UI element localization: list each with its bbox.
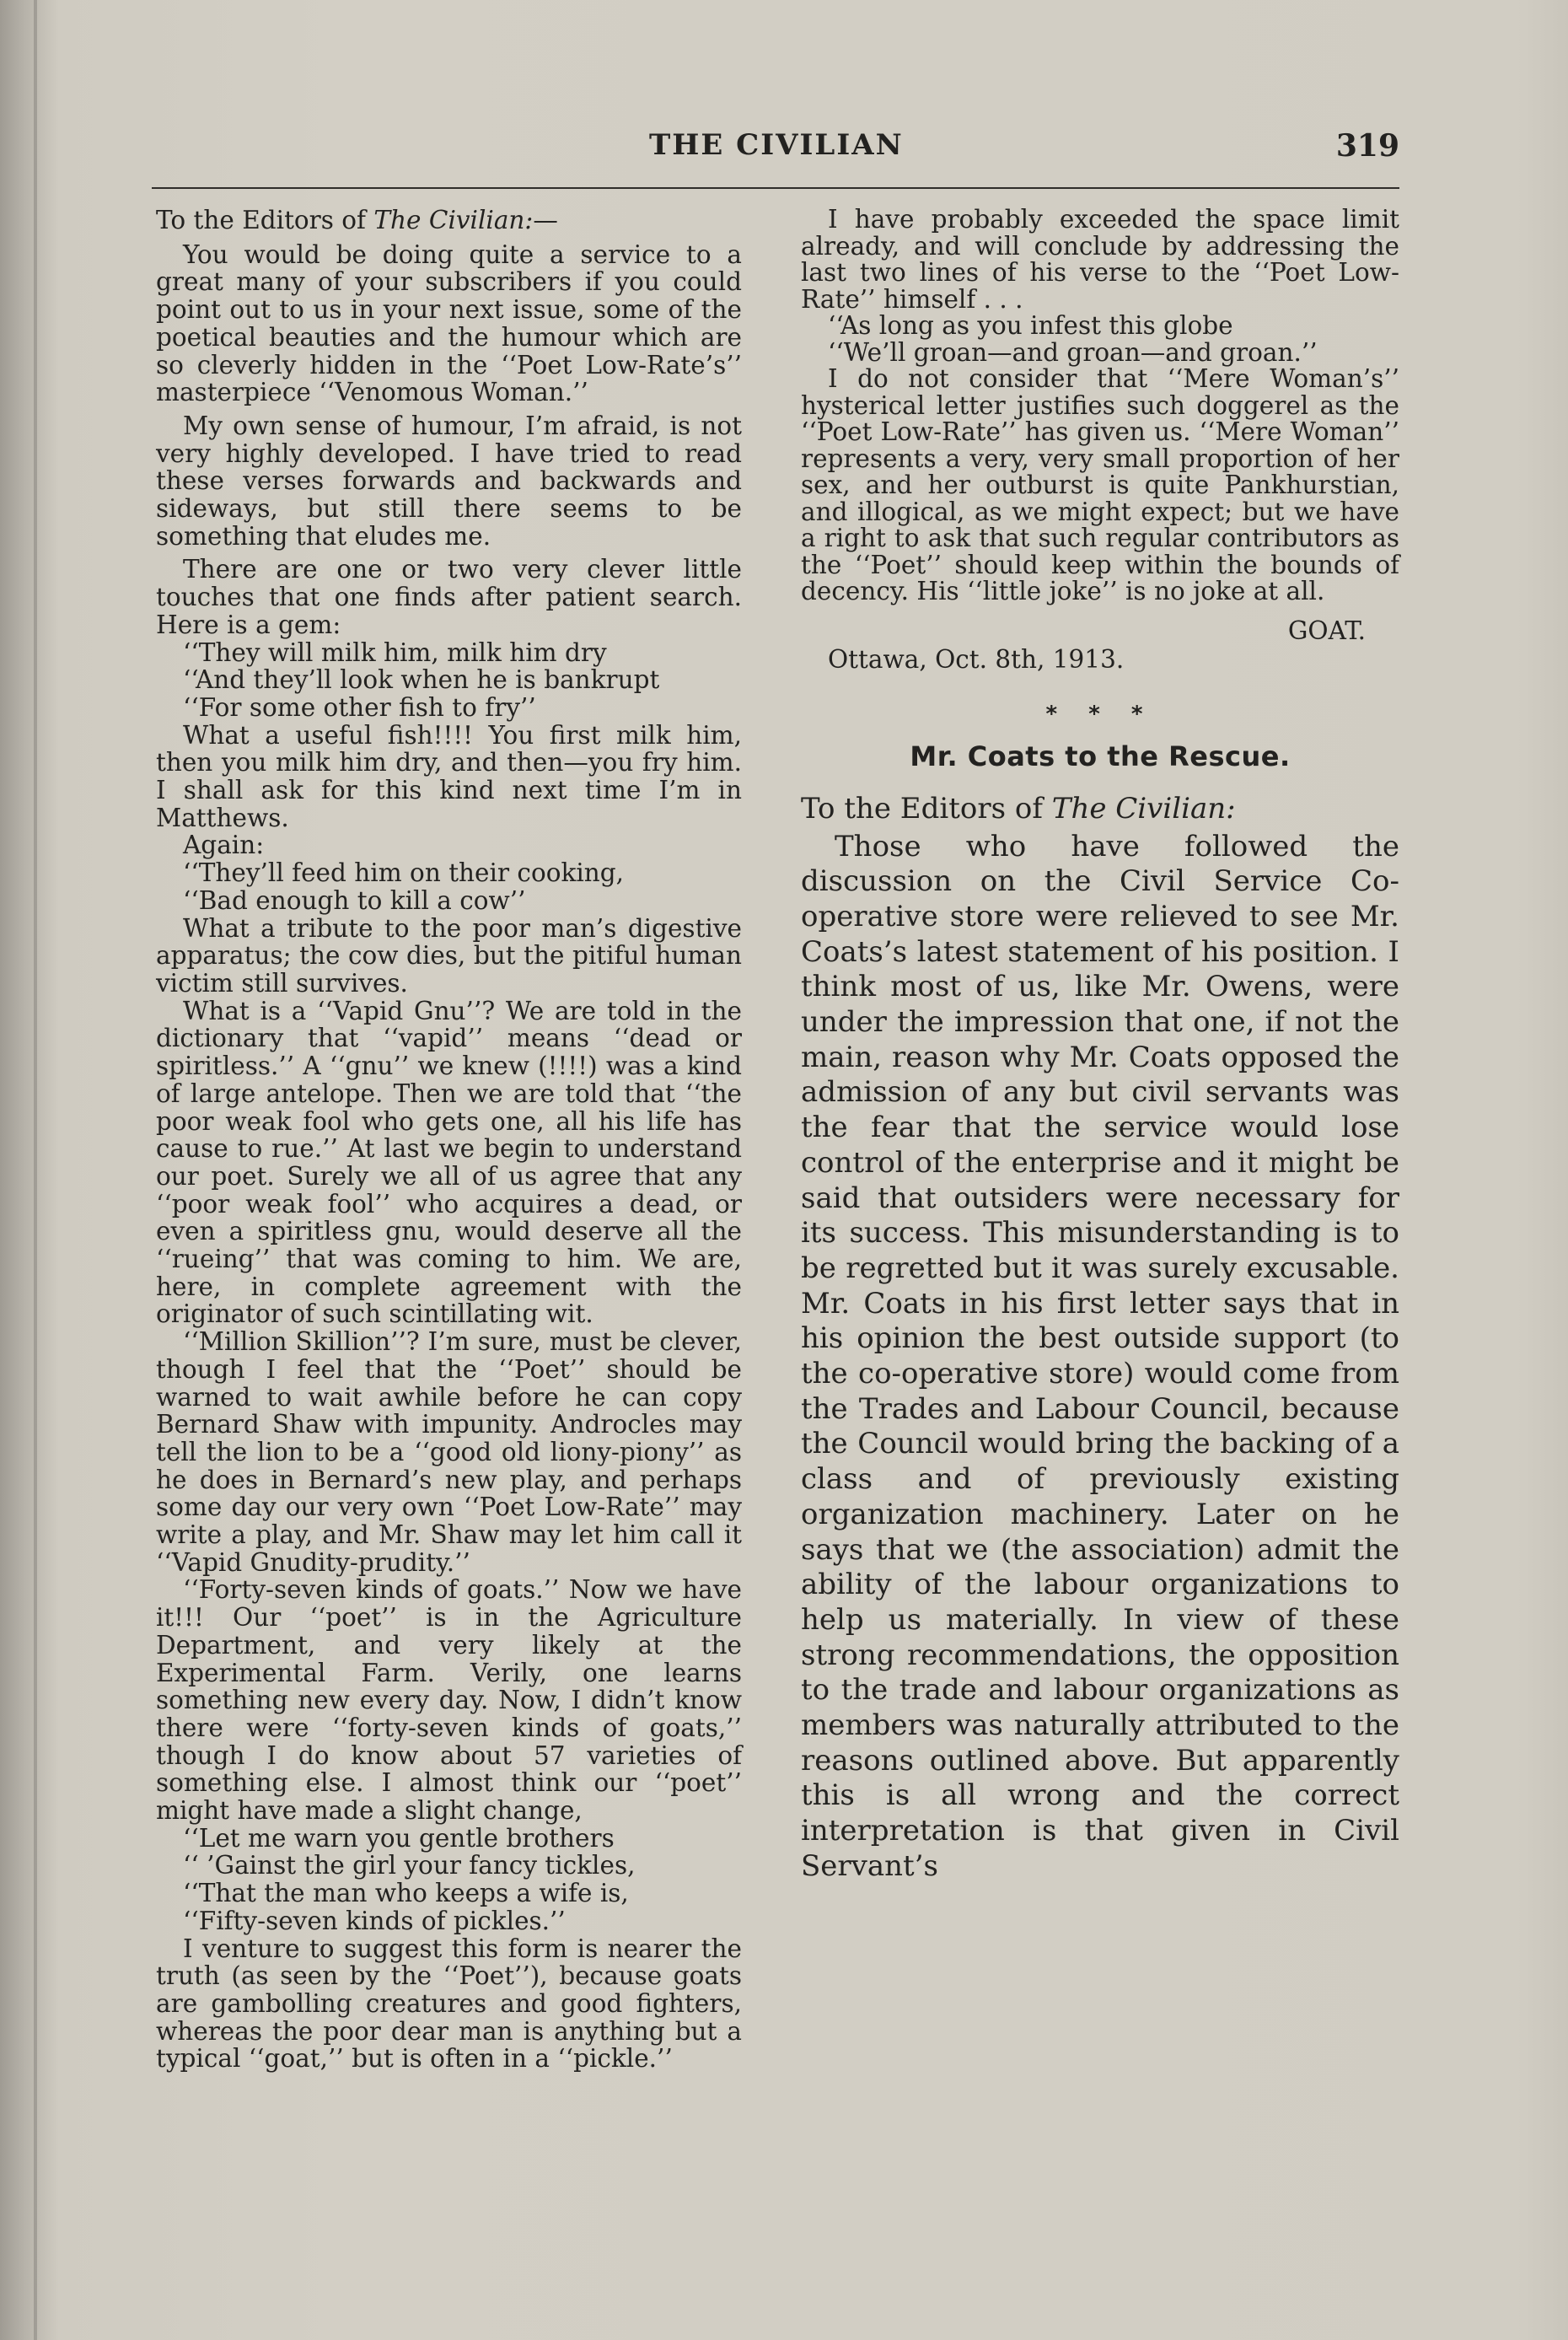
- letter-one-paragraph-4: What a useful fish!!!! You first milk him, then you milk him dry, and then—you fry him. I shall ask for this kind next time I’m in Matthews.: [156, 720, 742, 832]
- left-column: [156, 207, 742, 2073]
- verse-line: ‘‘We’ll groan—and groan—and groan.’’: [828, 337, 1318, 367]
- letter-one-paragraph-2: My own sense of humour, I’m afraid, is not very highly developed. I have tried to read these verses forwards and backwards and sideways, but still there seems to be something that eludes me.: [156, 411, 742, 551]
- verse-line: ‘‘They will milk him, milk him dry: [183, 637, 607, 667]
- letter-one-paragraph-1: You would be doing quite a service to a great many of your subscribers if you could point out to us in your next issue, some of the poetical beauties and the humour which are so cleverly hidden in the ‘‘Poet Low-Rate’s’’ masterpiece ‘‘Venomous Woman.’’: [156, 239, 742, 407]
- header-rule: [152, 187, 1399, 189]
- signature: GOAT.: [1287, 616, 1366, 645]
- letter-one-paragraph-9: I venture to suggest this form is nearer the truth (as seen by the ‘‘Poet’’), because goats are gambolling creatures and good fighters, whereas the poor dear man is anything but a typical ‘‘goat,’’ but is often in a ‘‘pickle.’’: [156, 1934, 742, 2074]
- verse-line: ‘‘As long as you infest this globe: [828, 311, 1233, 340]
- verse-line: ‘‘That the man who keeps a wife is,: [183, 1879, 629, 1908]
- letter-one-paragraph-5: What a tribute to the poor man’s digestive apparatus; the cow dies, but the pitiful human victim still survives.: [156, 913, 742, 998]
- salutation-journal-name: The Civilian:: [1051, 791, 1236, 826]
- verse-line: ‘‘And they’ll look when he is bankrupt: [183, 665, 660, 695]
- verse-pickles: [156, 1825, 742, 1935]
- verse-line: ‘‘Bad enough to kill a cow’’: [183, 885, 526, 915]
- journal-title: THE CIVILIAN: [649, 128, 904, 162]
- page-number: 319: [1335, 128, 1399, 164]
- section-separator: * * *: [1045, 701, 1155, 727]
- verse-line: ‘‘Let me warn you gentle brothers: [183, 1823, 615, 1853]
- verse-groan: [801, 313, 1399, 366]
- letter-one-paragraph-6: What is a ‘‘Vapid Gnu’’? We are told in the dictionary that ‘‘vapid’’ means ‘‘dead or spiritless.’’ A ‘‘gnu’’ we knew (!!!!) was a kind of large antelope. Then we are told that ‘‘the poor weak fool who gets one, all his life has cause to rue.’’ At last we begin to understand our poet. Surely we all of us agree that any ‘‘poor weak fool’’ who acquires a dead, or even a spiritless gnu, would deserve all the ‘‘rueing’’ that was coming to him. We are, here, in complete agreement with the originator of such scintillating wit.: [156, 996, 742, 1329]
- letter-one-paragraph-7: ‘‘Million Skillion’’? I’m sure, must be clever, though I feel that the ‘‘Poet’’ should be warned to wait awhile before he can copy Bernard Shaw with impunity. Androcles may tell the lion to be a ‘‘good old liony-piony’’ as he does in Bernard’s new play, and perhaps some day our very own ‘‘Poet Low-Rate’’ may write a play, and Mr. Shaw may let him call it ‘‘Vapid Gnudity-prudity.’’: [156, 1327, 742, 1577]
- verse-line: ‘‘Fifty-seven kinds of pickles.’’: [183, 1906, 566, 1935]
- salutation-journal-name: The Civilian:: [373, 206, 534, 234]
- letter-one-paragraph-11: I do not consider that ‘‘Mere Woman’s’’ hysterical letter justifies such doggerel as the ‘‘Poet Low-Rate’’ has given us. ‘‘Mere Woman’’ represents a very, very small proportion of her sex, and her outburst is quite Pankhurstian, and illogical, as we might expect; but we have a right to ask that such regular contributors as the ‘‘Poet’’ should keep within the bounds of decency. His ‘‘little joke’’ is no joke at all.: [801, 364, 1399, 605]
- verse-milk-him: [156, 639, 742, 722]
- article-heading: Mr. Coats to the Rescue.: [910, 740, 1291, 772]
- letter-two-salutation: [801, 793, 1399, 825]
- verse-feed-him: [156, 859, 742, 914]
- dateline: Ottawa, Oct. 8th, 1913.: [828, 644, 1125, 674]
- verse-line: ‘‘They’ll feed him on their cooking,: [183, 858, 625, 888]
- letter-two-paragraph-1: Those who have followed the discussion on the Civil Service Co-operative store were relieved to see Mr. Coats’s latest statement of his position. I think most of us, like Mr. Owens, were under the impression that one, if not the main, reason why Mr. Coats opposed the admission of any but civil servants was the fear that the service would lose control of the enterprise and it might be said that outsiders were necessary for its success. This misunderstanding is to be regretted but it was surely excusable. Mr. Coats in his first letter says that in his opinion the best outside support (to the co-operative store) would come from the Trades and Labour Council, because the Council would bring the backing of a class and of previously existing organization machinery. Later on he says that we (the association) admit the ability of the labour organizations to help us materially. In view of these strong recommendations, the opposition to the trade and labour organizations as members was naturally attributed to the reasons outlined above. But apparently this is all wrong and the correct interpretation is that given in Civil Servant’s: [801, 829, 1399, 1883]
- letter-one-paragraph-3: There are one or two very clever little touches that one finds after patient search. Here is a gem:: [156, 555, 742, 639]
- salutation-dash: —: [533, 206, 558, 234]
- verse-line: ‘‘ ’Gainst the girl your fancy tickles,: [183, 1851, 636, 1880]
- verse-line: ‘‘For some other fish to fry’’: [183, 692, 536, 722]
- letter-one-paragraph-10: I have probably exceeded the space limit already, and will conclude by addressing the last two lines of his verse to the ‘‘Poet Low-Rate’’ himself . . .: [801, 205, 1399, 314]
- letter-one-paragraph-8: ‘‘Forty-seven kinds of goats.’’ Now we have it!!! Our ‘‘poet’’ is in the Agriculture Department, and very likely at the Experimental Farm. Verily, one learns something new every day. Now, I didn’t know there were ‘‘forty-seven kinds of goats,’’ though I do know about 57 varieties of something else. I almost think our ‘‘poet’’ might have made a slight change,: [156, 1575, 742, 1826]
- running-head: [152, 125, 1399, 175]
- again-label: Again:: [183, 831, 265, 860]
- salutation-prefix: To the Editors of: [156, 206, 374, 234]
- book-spine-shadow: [34, 0, 37, 2340]
- salutation-prefix: To the Editors of: [801, 791, 1052, 826]
- right-column: [801, 207, 1399, 1885]
- letter-one-salutation: [156, 207, 742, 234]
